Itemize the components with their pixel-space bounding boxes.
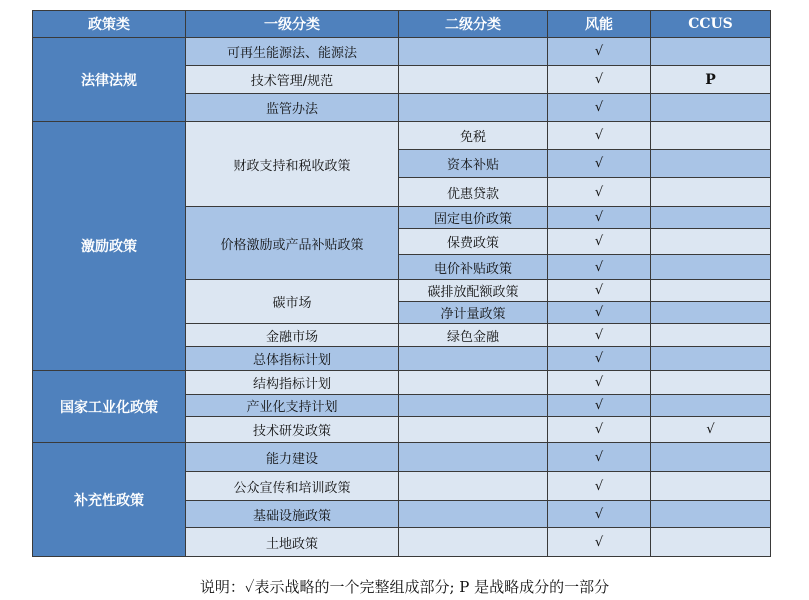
wind-check: √ bbox=[548, 66, 651, 94]
ccus-cell bbox=[651, 94, 771, 122]
table-note: 说明：✓表示战略的一个完整组成部分; P 是战略成分的一部分 bbox=[199, 578, 610, 596]
wind-check: √ bbox=[548, 347, 651, 371]
level2-cell: 电价补贴政策 bbox=[399, 255, 548, 280]
level1-cell: 技术研发政策 bbox=[186, 417, 399, 443]
level1-cell: 碳市场 bbox=[186, 280, 399, 324]
level1-cell: 结构指标计划 bbox=[186, 371, 399, 395]
ccus-cell bbox=[651, 207, 771, 229]
level2-cell bbox=[399, 472, 548, 501]
wind-check: √ bbox=[548, 280, 651, 302]
table-row bbox=[33, 38, 771, 66]
ccus-partial-mark: P bbox=[651, 66, 771, 94]
header-policy-type: 政策类 bbox=[33, 11, 186, 38]
ccus-cell bbox=[651, 302, 771, 324]
wind-check: √ bbox=[548, 94, 651, 122]
level1-cell: 可再生能源法、能源法 bbox=[186, 38, 399, 66]
level1-cell: 土地政策 bbox=[186, 528, 399, 557]
ccus-cell bbox=[651, 178, 771, 207]
wind-check: √ bbox=[548, 178, 651, 207]
level2-cell: 绿色金融 bbox=[399, 324, 548, 347]
level2-cell bbox=[399, 38, 548, 66]
ccus-cell bbox=[651, 347, 771, 371]
ccus-cell bbox=[651, 38, 771, 66]
wind-check: √ bbox=[548, 443, 651, 472]
level1-cell: 总体指标计划 bbox=[186, 347, 399, 371]
level1-cell: 财政支持和税收政策 bbox=[186, 122, 399, 207]
policy-table bbox=[32, 10, 771, 557]
ccus-cell bbox=[651, 472, 771, 501]
ccus-cell bbox=[651, 280, 771, 302]
ccus-cell bbox=[651, 501, 771, 528]
header-ccus: CCUS bbox=[651, 11, 771, 38]
header-wind: 风能 bbox=[548, 11, 651, 38]
wind-check: √ bbox=[548, 302, 651, 324]
wind-check: √ bbox=[548, 38, 651, 66]
table-row bbox=[33, 122, 771, 150]
wind-check: √ bbox=[548, 528, 651, 557]
level1-cell: 价格激励或产品补贴政策 bbox=[186, 207, 399, 280]
level1-cell: 技术管理/规范 bbox=[186, 66, 399, 94]
wind-check: √ bbox=[548, 150, 651, 178]
level2-cell: 资本补贴 bbox=[399, 150, 548, 178]
level2-cell bbox=[399, 94, 548, 122]
ccus-cell bbox=[651, 371, 771, 395]
level1-cell: 能力建设 bbox=[186, 443, 399, 472]
header-row bbox=[33, 11, 771, 38]
wind-check: √ bbox=[548, 324, 651, 347]
level2-cell: 碳排放配额政策 bbox=[399, 280, 548, 302]
wind-check: √ bbox=[548, 229, 651, 255]
table-row bbox=[33, 371, 771, 395]
level2-cell: 固定电价政策 bbox=[399, 207, 548, 229]
level1-cell: 监管办法 bbox=[186, 94, 399, 122]
level1-cell: 产业化支持计划 bbox=[186, 395, 399, 417]
level2-cell bbox=[399, 371, 548, 395]
level2-cell: 免税 bbox=[399, 122, 548, 150]
ccus-cell bbox=[651, 229, 771, 255]
level2-cell: 优惠贷款 bbox=[399, 178, 548, 207]
wind-check: √ bbox=[548, 472, 651, 501]
category-industrial: 国家工业化政策 bbox=[33, 371, 186, 443]
wind-check: √ bbox=[548, 122, 651, 150]
wind-check: √ bbox=[548, 501, 651, 528]
level2-cell bbox=[399, 528, 548, 557]
header-level1: 一级分类 bbox=[186, 11, 399, 38]
level2-cell bbox=[399, 395, 548, 417]
ccus-cell bbox=[651, 324, 771, 347]
header-level2: 二级分类 bbox=[399, 11, 548, 38]
category-incentive: 激励政策 bbox=[33, 122, 186, 371]
category-supplementary: 补充性政策 bbox=[33, 443, 186, 557]
wind-check: √ bbox=[548, 255, 651, 280]
wind-check: √ bbox=[548, 207, 651, 229]
wind-check: √ bbox=[548, 395, 651, 417]
ccus-cell bbox=[651, 528, 771, 557]
level2-cell: 保费政策 bbox=[399, 229, 548, 255]
level1-cell: 基础设施政策 bbox=[186, 501, 399, 528]
level2-cell bbox=[399, 501, 548, 528]
level2-cell bbox=[399, 417, 548, 443]
ccus-cell bbox=[651, 150, 771, 178]
table-row bbox=[33, 443, 771, 472]
level2-cell bbox=[399, 443, 548, 472]
ccus-cell bbox=[651, 122, 771, 150]
ccus-cell bbox=[651, 255, 771, 280]
level1-cell: 公众宣传和培训政策 bbox=[186, 472, 399, 501]
level1-cell: 金融市场 bbox=[186, 324, 399, 347]
ccus-cell bbox=[651, 443, 771, 472]
level2-cell: 净计量政策 bbox=[399, 302, 548, 324]
level2-cell bbox=[399, 347, 548, 371]
ccus-check: √ bbox=[651, 417, 771, 443]
wind-check: √ bbox=[548, 417, 651, 443]
ccus-cell bbox=[651, 395, 771, 417]
category-law: 法律法规 bbox=[33, 38, 186, 122]
level2-cell bbox=[399, 66, 548, 94]
wind-check: √ bbox=[548, 371, 651, 395]
